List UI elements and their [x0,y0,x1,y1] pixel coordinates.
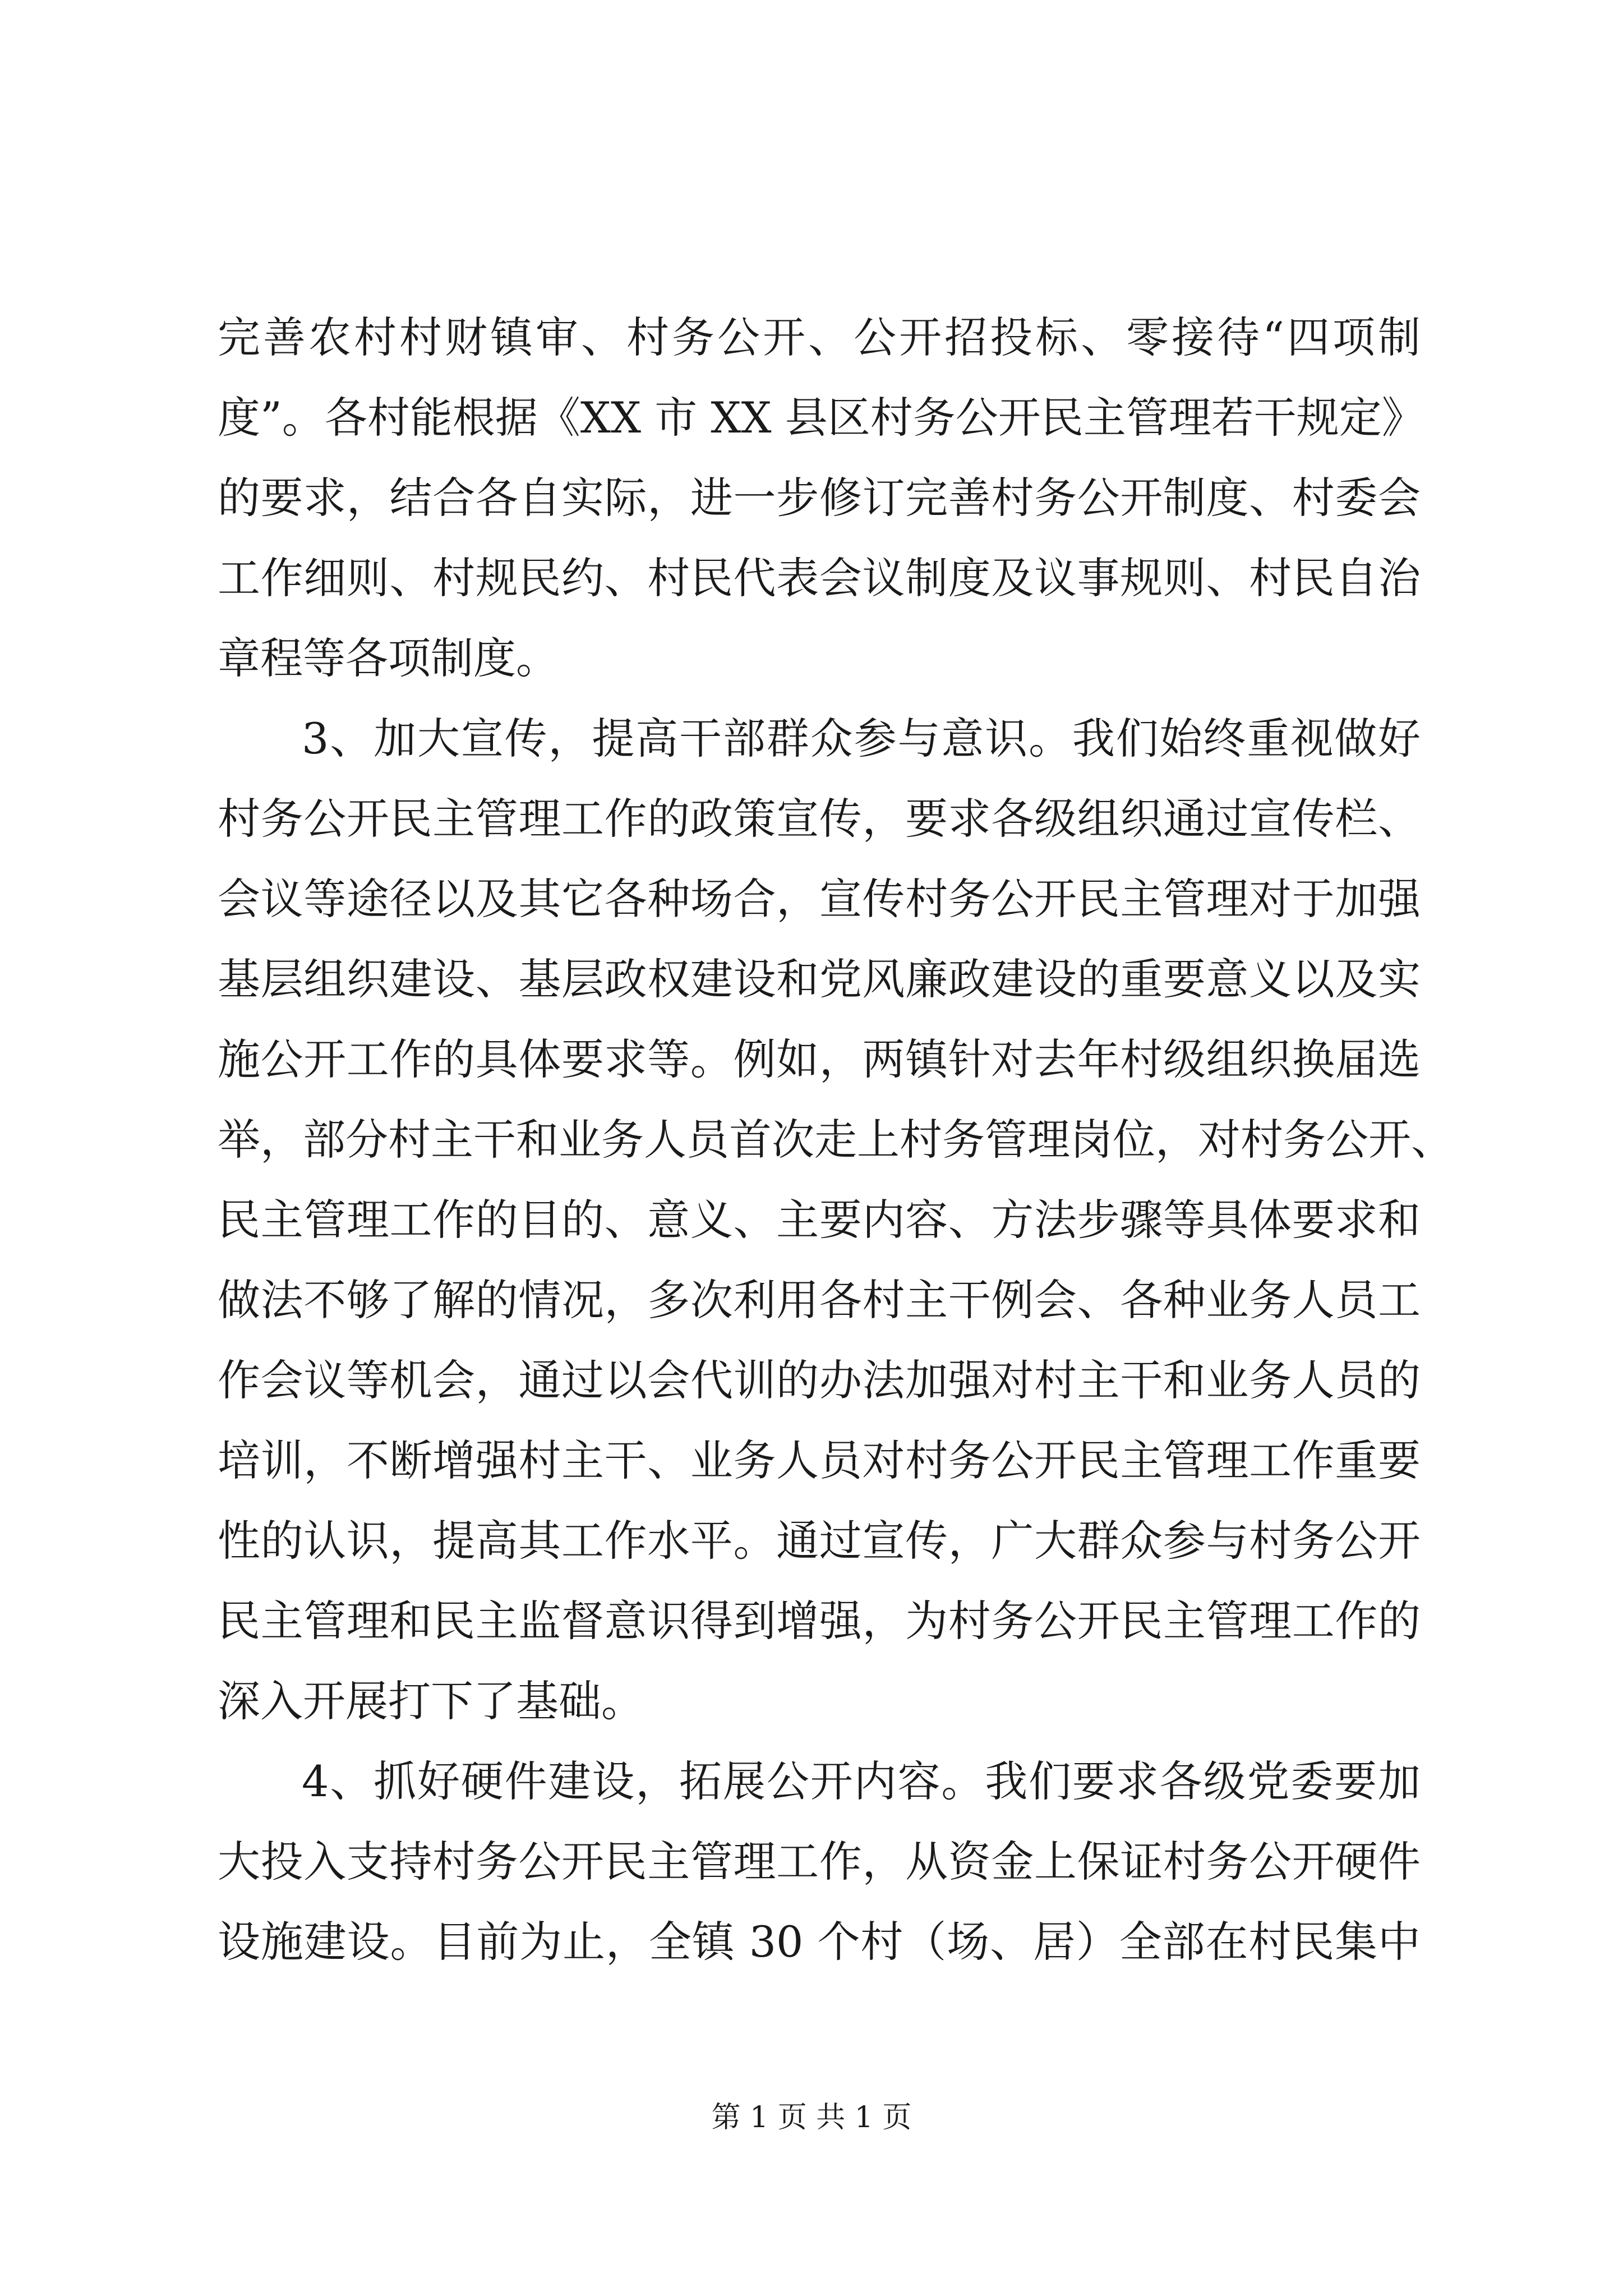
paragraph-3-heading-line: 3、加大宣传，提高干部群众参与意识。我们始终重视做好 [302,714,1421,763]
text-line: 会议等途径以及其它各种场合，宣传村务公开民主管理对于加强 [218,874,1421,924]
text-line: 性的认识，提高其工作水平。通过宣传，广大群众参与村务公开 [218,1516,1421,1566]
text-line: 的要求，结合各自实际，进一步修订完善村务公开制度、村委会 [218,473,1421,523]
text-line: 村务公开民主管理工作的政策宣传，要求各级组织通过宣传栏、 [218,794,1421,844]
text-line: 民主管理工作的目的、意义、主要内容、方法步骤等具体要求和 [218,1195,1421,1245]
text-line: 作会议等机会，通过以会代训的办法加强对村主干和业务人员的 [218,1355,1421,1405]
page-footer: 第 1 页 共 1 页 [711,2101,912,2134]
text-line: 民主管理和民主监督意识得到增强，为村务公开民主管理工作的 [218,1596,1421,1646]
text-line: 大投入支持村务公开民主管理工作，从资金上保证村务公开硬件 [218,1837,1421,1887]
text-line: 深入开展打下了基础。 [218,1676,644,1726]
text-line: 度”。各村能根据《XX 市 XX 县区村务公开民主管理若干规定》 [218,393,1424,443]
text-line: 举，部分村主干和业务人员首次走上村务管理岗位，对村务公开、 [218,1115,1454,1165]
text-line: 完善农村村财镇审、村务公开、公开招投标、零接待“四项制 [218,312,1421,362]
text-line: 工作细则、村规民约、村民代表会议制度及议事规则、村民自治 [218,553,1421,603]
text-line: 设施建设。目前为止，全镇 30 个村（场、居）全部在村民集中 [218,1917,1421,1967]
document-body [218,297,1454,1982]
text-line: 章程等各项制度。 [218,633,559,683]
text-line: 培训，不断增强村主干、业务人员对村务公开民主管理工作重要 [218,1435,1421,1485]
text-line: 施公开工作的具体要求等。例如，两镇针对去年村级组织换届选 [218,1034,1421,1084]
paragraph-4-heading-line: 4、抓好硬件建设，拓展公开内容。我们要求各级党委要加 [302,1756,1421,1806]
text-line: 基层组织建设、基层政权建设和党风廉政建设的重要意义以及实 [218,954,1421,1004]
text-line: 做法不够了解的情况，多次利用各村主干例会、各种业务人员工 [218,1275,1421,1325]
